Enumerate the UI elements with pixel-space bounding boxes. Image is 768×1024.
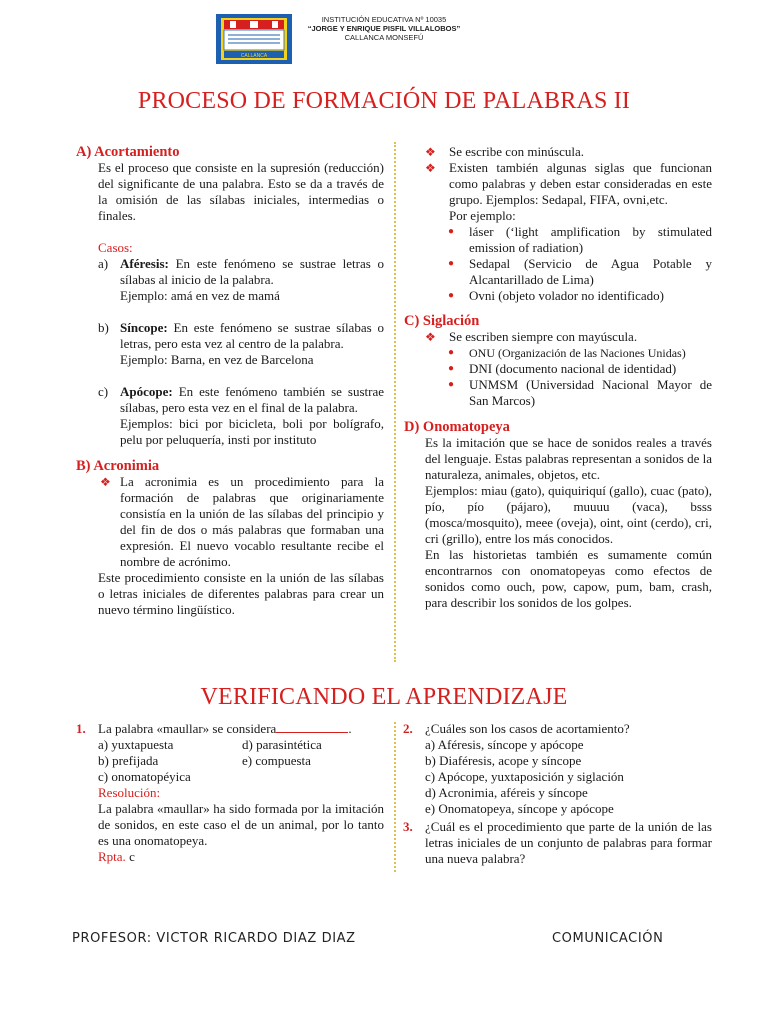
question-1-option-b: b) prefijada	[98, 753, 159, 768]
right-column	[404, 144, 712, 611]
case-a-term: Aféresis:	[120, 256, 169, 271]
institution-line-2: “JORGE Y ENRIQUE PISFIL VILLALOBOS”	[307, 24, 461, 33]
question-2	[403, 721, 712, 817]
right-bullet-2-example-label: Por ejemplo:	[449, 208, 516, 223]
resolution-label: Resolución:	[98, 785, 161, 800]
sigla-item-ovni	[425, 288, 712, 304]
case-b-example: Ejemplo: Barna, en vez de Barcelona	[120, 352, 314, 367]
section-b-text: Este procedimiento consiste en la unión de las sílabas o letras iniciales de diferentes palabras para crear un nuevo término lingüístico.	[98, 570, 384, 617]
sigla-item-onu	[425, 345, 712, 361]
section-d-text-3: En las historietas también es sumamente común encontrarnos con onomatopeyas como efectos de sonidos como ouch, pow, capow, pum, bam, crash, para describir los sonidos de los golpes.	[425, 547, 712, 610]
right-bullet-1	[425, 144, 712, 160]
left-column	[76, 144, 384, 618]
section-b-heading: B) Acronimia	[76, 458, 160, 474]
question-3	[403, 819, 712, 867]
question-1: 1. La palabra «maullar» se considera . a) yuxtapuesta d) parasintética b) prefijada e) compuesta c) onomatopéyica Resolución: La palabra «maullar» ha sido formada por la imitación de sonidos, en este caso el de un animal, por lo tanto es una onomatopeya. Rpta. c	[76, 721, 384, 864]
sigla-item-ovni-text: Ovni (objeto volador no identificado)	[469, 288, 664, 303]
question-1-option-e: e) compuesta	[242, 753, 311, 768]
question-2-stem: ¿Cuáles son los casos de acortamiento?	[425, 721, 630, 736]
sigla-item-laser-text: láser (‘light amplification by stimulated emission of radiation)	[469, 224, 712, 255]
answer-value: c	[125, 849, 135, 864]
section-c-bullet	[425, 329, 712, 345]
right-bullet-2	[425, 160, 712, 224]
question-1-option-d: d) parasintética	[242, 737, 322, 752]
page-title: PROCESO DE FORMACIÓN DE PALABRAS II	[137, 88, 631, 114]
answer-label: Rpta.	[98, 849, 126, 864]
dot-bullet-icon: ●	[448, 379, 455, 390]
case-c-term: Apócope:	[120, 384, 173, 399]
sigla-item-unmsm-text: UNMSM (Universidad Nacional Mayor de San Marcos)	[469, 377, 712, 408]
school-logo	[216, 14, 292, 64]
question-2-option-b: b) Diaféresis, acope y síncope	[425, 753, 582, 768]
dot-bullet-icon: ●	[448, 347, 455, 358]
diamond-bullet-icon: ❖	[100, 475, 111, 489]
dot-bullet-icon: ●	[448, 258, 455, 269]
subject-name: COMUNICACIÓN	[552, 931, 664, 946]
diamond-bullet-icon: ❖	[425, 145, 436, 159]
case-a-marker: a)	[98, 256, 109, 271]
section-a-text: Es el proceso que consiste en la supresión (reducción) del significante de una palabra. Esto se da a través de la omisión de las sílabas iniciales, intermedias o finales.	[98, 160, 384, 223]
logo-text: CALLANCA	[240, 53, 268, 59]
question-2-number: 2.	[403, 721, 413, 736]
column-divider	[394, 722, 396, 872]
question-2-option-a: a) Aféresis, síncope y apócope	[425, 737, 584, 752]
case-c-example: Ejemplos: bici por bicicleta, boli por bolígrafo, pelu por peluquería, insti por instituto	[120, 416, 384, 447]
sigla-item-unmsm	[425, 377, 712, 409]
question-2-option-e: e) Onomatopeya, síncope y apócope	[425, 801, 614, 816]
section-b-bullet	[98, 474, 384, 570]
question-1-number: 1.	[76, 721, 86, 736]
case-c-marker: c)	[98, 384, 109, 399]
case-b-term: Síncope:	[120, 320, 168, 335]
sigla-item-dni-text: DNI (documento nacional de identidad)	[469, 361, 677, 376]
sigla-item-laser	[425, 224, 712, 256]
section-d-text-2: Ejemplos: miau (gato), quiquiriquí (gallo), cuac (pato), pío, pío (pájaro), muuuu (vaca), bsss (mosca/mosquito), meee (oveja), oint, oint (cerdo), cri, cri (grillo), entre los más conocidos.	[425, 483, 712, 546]
question-3-stem: ¿Cuál es el procedimiento que parte de la unión de las letras iniciales de un conjunto de palabras para formar una nueva palabra?	[425, 819, 712, 866]
sigla-item-dni	[425, 361, 712, 377]
question-2-option-d: d) Acronimia, aféreis y síncope	[425, 785, 588, 800]
case-c	[98, 384, 384, 448]
case-a-example: Ejemplo: amá en vez de mamá	[120, 288, 280, 303]
question-1-stem: La palabra «maullar» se considera	[98, 721, 277, 736]
column-divider	[394, 142, 396, 662]
right-bullet-1-text: Se escribe con minúscula.	[449, 144, 585, 159]
answer-blank	[276, 721, 348, 733]
section-title-verificando: VERIFICANDO EL APRENDIZAJE	[200, 684, 568, 710]
institution-line-1: INSTITUCIÓN EDUCATIVA Nº 10035	[321, 15, 447, 24]
case-a-text: En este fenómeno se sustrae letras o sílabas al inicio de la palabra.	[120, 256, 384, 287]
diamond-bullet-icon: ❖	[425, 161, 436, 175]
case-b-marker: b)	[98, 320, 109, 335]
dot-bullet-icon: ●	[448, 290, 455, 301]
sigla-item-sedapal-text: Sedapal (Servicio de Agua Potable y Alcantarillado de Lima)	[469, 256, 712, 287]
case-a	[98, 256, 384, 304]
dot-bullet-icon: ●	[448, 226, 455, 237]
resolution-text: La palabra «maullar» ha sido formada por la imitación de sonidos, en este caso el de un animal, por lo tanto es una onomatopeya.	[98, 801, 384, 848]
diamond-bullet-icon: ❖	[425, 330, 436, 344]
section-d-heading: D) Onomatopeya	[404, 419, 510, 435]
case-b	[98, 320, 384, 368]
case-b-text: En este fenómeno se sustrae sílabas o letras, pero esta vez al centro de la palabra.	[120, 320, 384, 351]
institution-line-3: CALLANCA MONSEFÚ	[344, 33, 424, 42]
section-d-text-1: Es la imitación que se hace de sonidos reales a través del lenguaje. Estas palabras representan a sonidos de la naturaleza, animales, objetos, etc.	[425, 435, 712, 482]
casos-label: Casos:	[98, 240, 133, 255]
question-2-option-c: c) Apócope, yuxtaposición y siglación	[425, 769, 624, 784]
section-b-bullet-text: La acronimia es un procedimiento para la formación de palabras que originariamente consistía en la unión de las sílabas del principio y del fin de dos o más palabras que formaban una expresión. El nuevo vocablo resultante recibe el nombre de acrónimo.	[120, 474, 384, 569]
institution-header	[300, 15, 468, 42]
case-c-text: En este fenómeno también se sustrae sílabas, pero esta vez en el final de la palabra.	[120, 384, 384, 415]
teacher-name: PROFESOR: VICTOR RICARDO DIAZ DIAZ	[72, 931, 356, 946]
section-a-heading: A) Acortamiento	[76, 144, 180, 160]
sigla-item-sedapal	[425, 256, 712, 288]
right-bullet-2-text: Existen también algunas siglas que funcionan como palabras y deben estar consideradas en este grupo. Ejemplos: Sedapal, FIFA, ovni,etc.	[449, 160, 712, 207]
section-c-heading: C) Siglación	[404, 313, 480, 329]
dot-bullet-icon: ●	[448, 363, 455, 374]
sigla-item-onu-text: ONU (Organización de las Naciones Unidas)	[469, 346, 686, 360]
question-3-number: 3.	[403, 819, 413, 834]
question-1-option-a: a) yuxtapuesta	[98, 737, 174, 752]
section-c-bullet-text: Se escriben siempre con mayúscula.	[449, 329, 638, 344]
question-1-option-c: c) onomatopéyica	[98, 769, 191, 784]
